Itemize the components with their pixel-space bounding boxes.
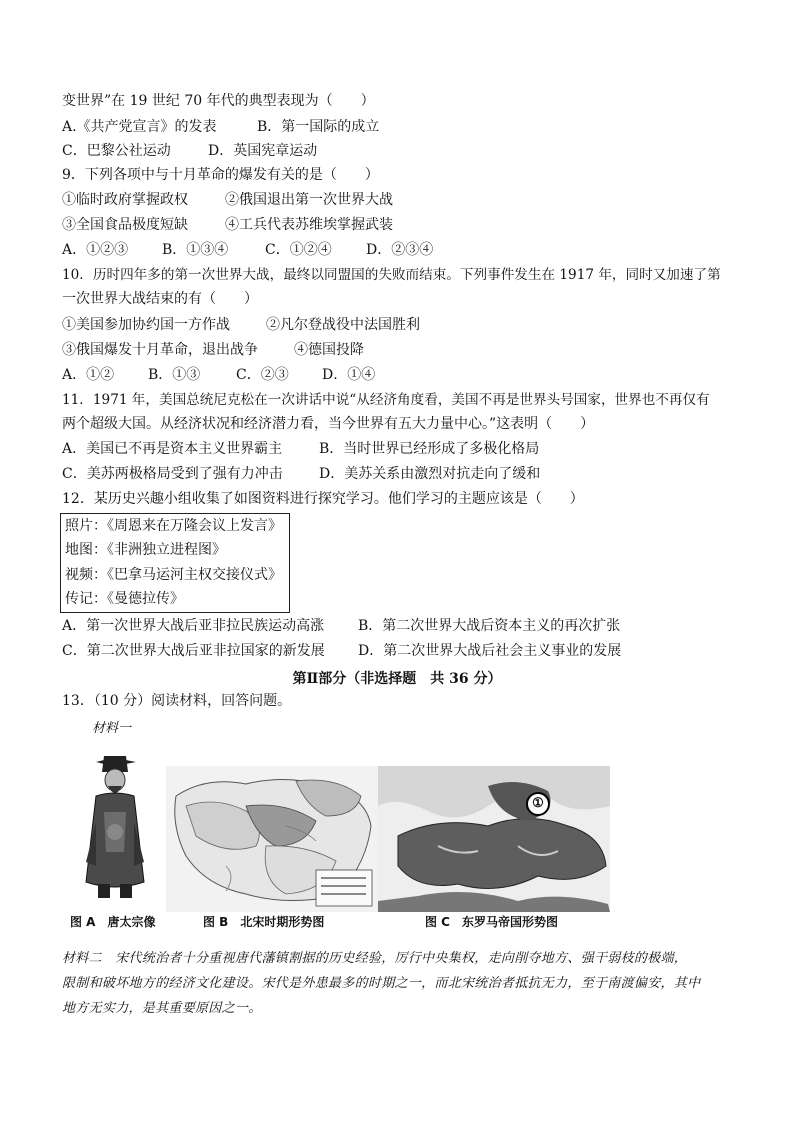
- q10-item-2: ②凡尔登战役中法国胜利: [266, 317, 420, 333]
- emperor-portrait-image: [66, 742, 164, 912]
- box-row-photo: 照片：《周恩来在万隆会议上发言》: [65, 518, 282, 534]
- q12-material-box: [60, 513, 290, 613]
- figure-a-portrait: [66, 742, 164, 912]
- material-one-label: 材料一: [92, 721, 132, 736]
- q10-option-c: C．②③: [236, 367, 289, 383]
- figure-b-caption: 图 B 北宋时期形势图: [203, 915, 325, 929]
- question-10-stem-line2: 一次世界大战结束的有（ ）: [62, 291, 258, 307]
- box-row-biography: 传记：《曼德拉传》: [65, 591, 184, 607]
- q12-option-c: C．第二次世界大战后亚非拉国家的新发展: [62, 643, 325, 659]
- q10-item-3: ③俄国爆发十月革命，退出战争: [62, 342, 258, 358]
- question-9-stem: 9．下列各项中与十月革命的爆发有关的是（ ）: [62, 167, 379, 183]
- q11-option-d: D．美苏关系由激烈对抗走向了缓和: [319, 466, 541, 482]
- northern-song-map-image: [166, 766, 378, 912]
- q11-option-c: C．美苏两极格局受到了强有力冲击: [62, 466, 283, 482]
- q10-item-1: ①美国参加协约国一方作战: [62, 317, 230, 333]
- q10-option-b: B．①③: [148, 367, 201, 383]
- q12-option-b: B．第二次世界大战后资本主义的再次扩张: [358, 618, 621, 634]
- q10-item-4: ④德国投降: [294, 342, 364, 358]
- question-11-stem-line2: 两个超级大国。从经济状况和经济潜力看，当今世界有五大力量中心。”这表明（ ）: [62, 416, 595, 432]
- q8-option-a: A.《共产党宣言》的发表: [62, 119, 217, 135]
- figure-c-map: [378, 766, 610, 912]
- q12-option-a: A．第一次世界大战后亚非拉民族运动高涨: [62, 618, 325, 634]
- q9-option-a: A．①②③: [62, 242, 129, 258]
- box-row-map: 地图：《非洲独立进程图》: [65, 542, 226, 558]
- question-8-stem-tail: 变世界”在 19 世纪 70 年代的典型表现为（ ）: [62, 93, 375, 109]
- q11-option-b: B．当时世界已经形成了多极化格局: [319, 441, 540, 457]
- question-11-stem-line1: 11．1971 年，美国总统尼克松在一次讲话中说“从经济角度看，美国不再是世界头号国家，世界也不再仅有: [62, 392, 710, 408]
- q9-option-b: B．①③④: [162, 242, 229, 258]
- material-two-line1: 材料二 宋代统治者十分重视唐代藩镇割据的历史经验，厉行中央集权，走向削夺地方、强干弱枝的极端，: [62, 951, 688, 966]
- q9-item-3: ③全国食品极度短缺: [62, 217, 188, 233]
- q8-option-d: D．英国宪章运动: [208, 143, 318, 159]
- q9-option-d: D．②③④: [366, 242, 434, 258]
- figure-c-caption: 图 C 东罗马帝国形势图: [425, 915, 558, 929]
- q9-option-c: C．①②④: [265, 242, 332, 258]
- eastern-roman-empire-map-image: [378, 766, 610, 912]
- material-two-line2: 限制和破坏地方的经济文化建设。宋代是外患最多的时期之一，而北宋统治者抵抗无力，至于南渡偏安，其中: [62, 976, 701, 991]
- q8-option-c: C．巴黎公社运动: [62, 143, 171, 159]
- q11-option-a: A．美国已不再是资本主义世界霸主: [62, 441, 283, 457]
- question-10-stem-line1: 10．历时四年多的第一次世界大战，最终以同盟国的失败而结束。下列事件发生在 1917 年，同时又加速了第: [62, 267, 721, 283]
- map-marker-one: ①: [526, 792, 550, 816]
- box-row-video: 视频：《巴拿马运河主权交接仪式》: [65, 567, 282, 583]
- question-12-stem: 12．某历史兴趣小组收集了如图资料进行探究学习。他们学习的主题应该是（ ）: [62, 491, 584, 507]
- q10-option-a: A．①②: [62, 367, 115, 383]
- figure-b-map: [166, 766, 378, 912]
- q9-item-1: ①临时政府掌握政权: [62, 192, 188, 208]
- q9-item-4: ④工兵代表苏维埃掌握武装: [225, 217, 393, 233]
- material-two-line3: 地方无实力，是其重要原因之一。: [62, 1001, 262, 1016]
- q12-option-d: D．第二次世界大战后社会主义事业的发展: [358, 643, 622, 659]
- q10-option-d: D．①④: [322, 367, 376, 383]
- question-13-stem: 13．（10 分）阅读材料，回答问题。: [62, 693, 292, 709]
- q9-item-2: ②俄国退出第一次世界大战: [225, 192, 393, 208]
- section-title: 第Ⅱ部分（非选择题 共 36 分）: [292, 671, 502, 687]
- q8-option-b: B．第一国际的成立: [257, 119, 380, 135]
- figure-a-caption: 图 A 唐太宗像: [70, 915, 156, 929]
